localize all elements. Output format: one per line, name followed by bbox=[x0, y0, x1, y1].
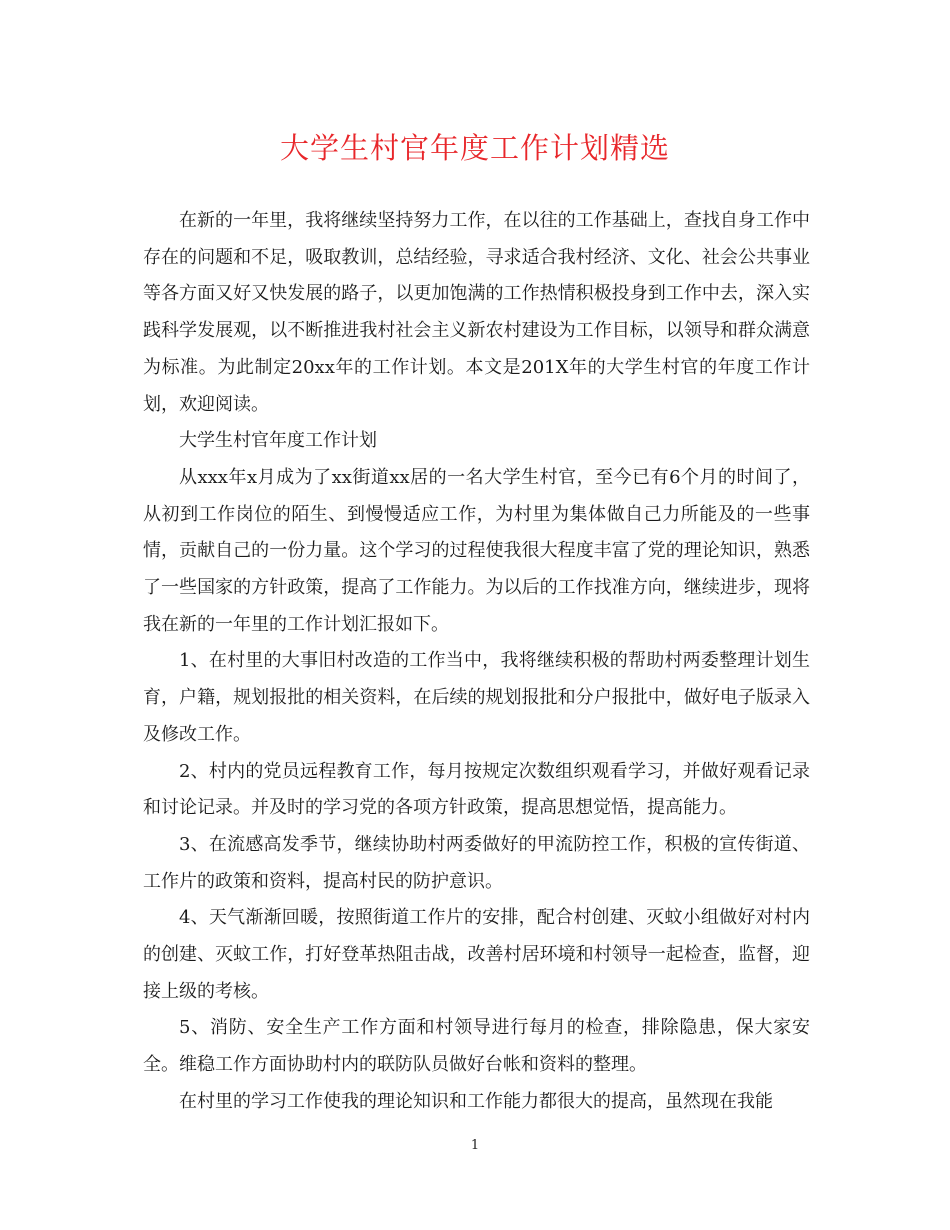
section-heading: 大学生村官年度工作计划 bbox=[179, 430, 377, 452]
paragraph-intro: 在新的一年里，我将继续坚持努力工作，在以往的工作基础上，查找自身工作中存在的问题和不足，吸取教训，总结经验，寻求适合我村经济、文化、社会公共事业等各方面又好又快发展的路子，以更加饱满的工作热情积极投身到工作中去，深入实践科学发展观，以不断推进我村社会主义新农村建设为工作目标，以领导和群众满意为标准。为此制定20xx年的工作计划。本文是201X年的大学生村官的年度工作计划，欢迎阅读。 bbox=[143, 210, 810, 415]
list-item-1: 1、在村里的大事旧村改造的工作当中，我将继续积极的帮助村两委整理计划生育，户籍，规划报批的相关资料，在后续的规划报批和分户报批中，做好电子版录入及修改工作。 bbox=[143, 650, 810, 745]
list-item-3: 3、在流感高发季节，继续协助村两委做好的甲流防控工作，积极的宣传街道、工作片的政策和资料，提高村民的防护意识。 bbox=[143, 833, 810, 892]
list-item-5: 5、消防、安全生产工作方面和村领导进行每月的检查，排除隐患，保大家安全。维稳工作方面协助村内的联防队员做好台帐和资料的整理。 bbox=[143, 1017, 810, 1076]
page-number: 1 bbox=[470, 1138, 480, 1153]
list-item-4: 4、天气渐渐回暖，按照街道工作片的安排，配合村创建、灭蚊小组做好对村内的创建、灭蚊工作，打好登革热阻击战，改善村居环境和村领导一起检查，监督，迎接上级的考核。 bbox=[143, 907, 810, 1002]
document-body bbox=[143, 203, 810, 1121]
document-title: 大学生村官年度工作计划精选 bbox=[279, 131, 670, 165]
paragraph-background: 从xxx年x月成为了xx街道xx居的一名大学生村官，至今已有6个月的时间了，从初到工作岗位的陌生、到慢慢适应工作，为村里为集体做自己力所能及的一些事情，贡献自己的一份力量。这个学习的过程使我很大程度丰富了党的理论知识，熟悉了一些国家的方针政策，提高了工作能力。为以后的工作找准方向，继续进步，现将我在新的一年里的工作计划汇报如下。 bbox=[143, 466, 810, 635]
paragraph-closing: 在村里的学习工作使我的理论知识和工作能力都很大的提高，虽然现在我能 bbox=[179, 1090, 773, 1112]
list-item-2: 2、村内的党员远程教育工作，每月按规定次数组织观看学习，并做好观看记录和讨论记录。并及时的学习党的各项方针政策，提高思想觉悟，提高能力。 bbox=[143, 760, 810, 819]
